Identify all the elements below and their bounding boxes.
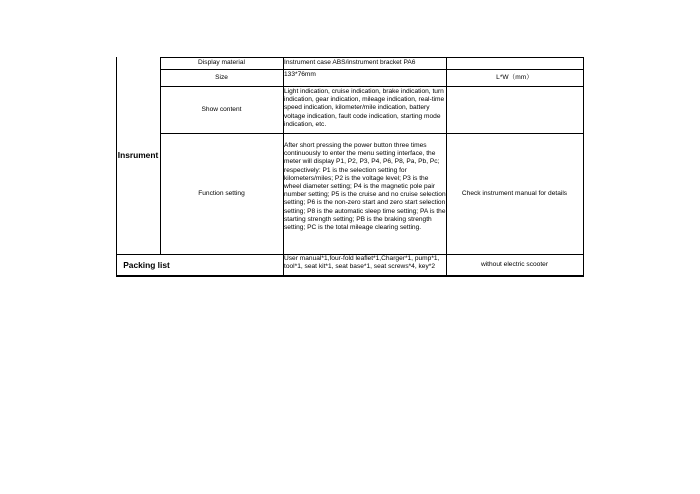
packing-list-label: Packing list bbox=[123, 259, 170, 270]
row-value-show-content: Light indication, cruise indication, brake indication, turn indication, gear indication, mileage indication, real-time speed indication, kilometer/mile indication, battery voltage indication, fault code indication, starting mode indication, etc. bbox=[284, 88, 445, 128]
table-border-bottom bbox=[116, 275, 584, 277]
spec-table bbox=[116, 57, 584, 277]
packing-list-note: without electric scooter bbox=[480, 260, 549, 268]
row-note-show-content bbox=[446, 87, 583, 133]
row-value-function-setting: After short pressing the power button three times continuously to enter the menu setting interface, the meter will display P1, P2, P3, P4, P6, P8, Pa, Pb, Pc; respectively: P1 is the selection setting for kilometers/miles; P2 is the voltage level; P3 is the wheel diameter setting; P4 is the magnetic pole pair number setting; P5 is the cruise and no cruise selection setting; P6 is the non-zero start and zero start selection setting; P8 is the automatic sleep time setting; PA is the starting strength setting; PB is the braking strength setting; PC is the total mileage clearing setting. bbox=[284, 142, 446, 232]
section-label: Insrument bbox=[117, 150, 159, 161]
table-border-right bbox=[583, 57, 584, 277]
row-note-display-material bbox=[446, 58, 583, 69]
row-value-display-material: Instrument case ABS/instrument bracket PA6 bbox=[284, 59, 416, 66]
row-note-size: L*W（mm） bbox=[496, 73, 533, 81]
row-label-display-material: Display material bbox=[198, 59, 245, 67]
row-label-size: Size bbox=[215, 73, 228, 81]
row-value-size: 133*76mm bbox=[284, 71, 316, 78]
row-label-show-content: Show content bbox=[201, 105, 242, 113]
row-label-function-setting: Function setting bbox=[198, 189, 245, 197]
row-note-function-setting: Check instrument manual for details bbox=[461, 189, 568, 197]
packing-list-value: User manual*1,four-fold leaflet*1,Charger*1, pump*1, tool*1, seat kit*1, seat base*1, seat screws*4, key*2 bbox=[284, 255, 440, 271]
